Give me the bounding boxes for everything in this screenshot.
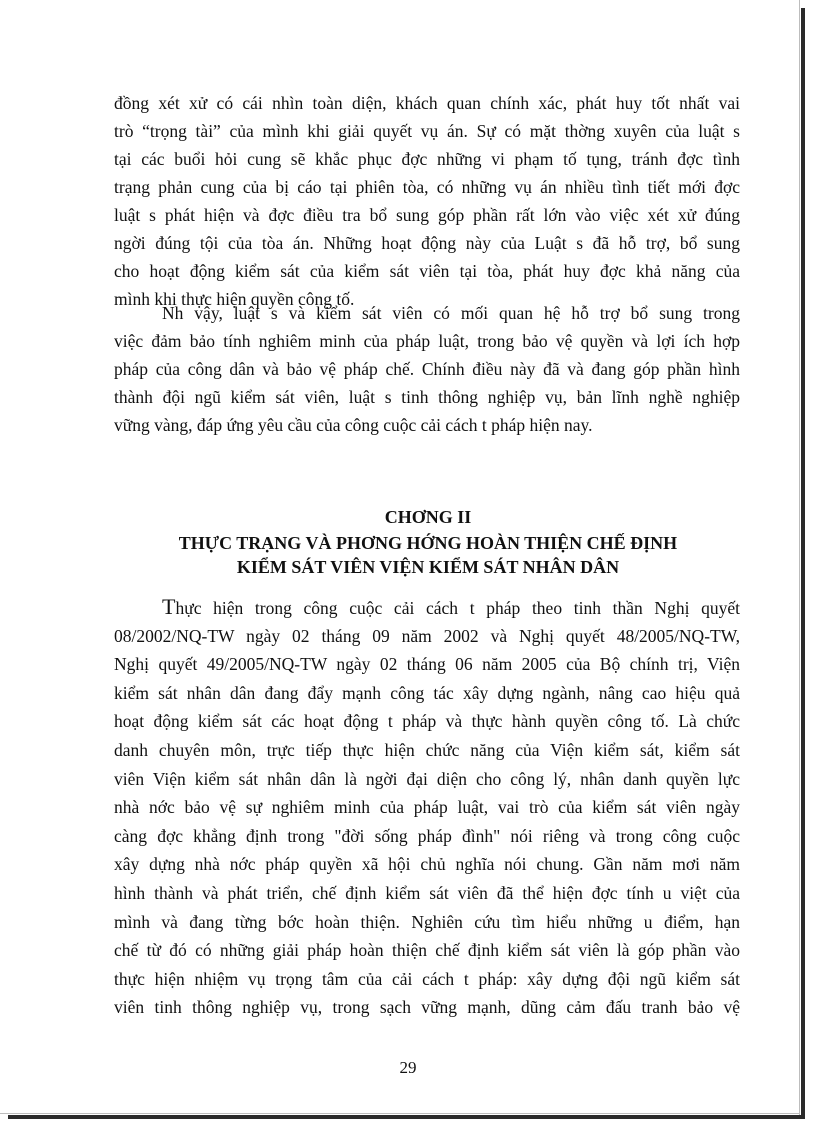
chapter-label: CHƠNG II [384,507,472,527]
text-line: kiểm sát nhân dân đang đẩy mạnh công tác xây dựng ngành, nâng cao hiệu quả [114,682,740,703]
paragraph [114,299,740,439]
text-line: nhà nớc bảo vệ sự nghiêm minh của pháp luật, vai trò của kiểm sát viên ngày [114,797,740,818]
text-line: chế từ đó có những giải pháp hoàn thiện chế định kiểm sát viên là góp phần vào [114,940,740,961]
text-line [114,593,740,622]
page-edge [0,1113,800,1114]
page-shadow [8,1115,805,1119]
text-line-rest: hực hiện trong công cuộc cải cách t pháp theo tinh thần Nghị quyết [175,598,740,618]
text-line: trò “trọng tài” của mình khi giải quyết vụ án. Sự có mặt thờng xuyên của luật s [114,121,740,141]
text-line: cho hoạt động kiểm sát của kiểm sát viên tại tòa, phát huy đợc khả năng của [114,261,740,281]
text-line: việc đảm bảo tính nghiêm minh của pháp luật, trong bảo vệ quyền và lợi ích hợp [114,331,740,351]
text-line: thành đội ngũ kiểm sát viên, luật s tinh thông nghiệp vụ, bản lĩnh nghề nghiệp [114,387,740,407]
text-line: pháp của công dân và bảo vệ pháp chế. Chính điều này đã và đang góp phần hình [114,359,740,379]
page-number: 29 [399,1058,417,1077]
text-line: đồng xét xử có cái nhìn toàn diện, khách quan chính xác, phát huy tốt nhất vai [114,93,740,113]
chapter-title-line-1: THỰC TRẠNG VÀ PHƠNG HỚNG HOÀN THIỆN CHẾ ĐỊNH [178,533,678,553]
text-line: mình và đang từng bớc hoàn thiện. Nghiên cứu tìm hiểu những u điểm, hạn [114,911,740,932]
text-line: xây dựng nhà nớc pháp quyền xã hội chủ nghĩa nói chung. Gần năm mơi năm [114,854,740,875]
text-line: Nghị quyết 49/2005/NQ-TW ngày 02 tháng 06 năm 2005 của Bộ chính trị, Viện [114,654,740,675]
text-line: mình khi thực hiện quyền công tố. [114,289,355,309]
text-line: luật s phát hiện và đợc điều tra bổ sung góp phần rất lớn vào việc xét xử đúng [114,205,740,225]
text-line: hình thành và phát triển, chế định kiểm sát viên đã thể hiện đợc tính u việt của [114,882,740,903]
text-line: vững vàng, đáp ứng yêu cầu của công cuộc cải cách t pháp hiện nay. [114,415,593,435]
text-line: Nh vậy, luật s và kiểm sát viên có mối quan hệ hỗ trợ bổ sung trong [162,303,740,323]
paragraph-chapter-intro [114,593,740,1022]
paragraph-continued [114,89,740,313]
text-line: trạng phản cung của bị cáo tại phiên tòa, có những vụ án nhiều tình tiết mới đợc [114,177,740,197]
page-shadow [801,8,805,1115]
text-line: tại các buổi hỏi cung sẽ khắc phục đợc những vi phạm tố tụng, tránh đợc tình [114,149,740,169]
text-line: ngời đúng tội của tòa án. Những hoạt động này của Luật s đã hỗ trợ, bổ sung [114,233,740,253]
text-line: thực hiện nhiệm vụ trọng tâm của cải cách t pháp: xây dựng đội ngũ kiểm sát [114,968,740,989]
text-line: danh chuyên môn, trực tiếp thực hiện chức năng của Viện kiểm sát, kiểm sát [114,739,740,760]
text-line: viên Viện kiểm sát nhân dân là ngời đại diện cho công lý, nhân danh quyền lực [114,768,740,789]
text-line: viên tinh thông nghiệp vụ, trong sạch vững mạnh, dũng cảm đấu tranh bảo vệ [114,997,740,1018]
text-line: càng đợc khẳng định trong "đời sống pháp đình" nói riêng và trong công cuộc [114,825,740,846]
text-line: 08/2002/NQ-TW ngày 02 tháng 09 năm 2002 và Nghị quyết 48/2005/NQ-TW, [114,625,740,646]
chapter-title-line-2: KIỂM SÁT VIÊN VIỆN KIỂM SÁT NHÂN DÂN [236,557,620,577]
dropcap-letter: T [162,594,176,619]
page-edge [799,0,800,1115]
text-line: hoạt động kiểm sát các hoạt động t pháp và thực hành quyền công tố. Là chức [114,711,740,732]
